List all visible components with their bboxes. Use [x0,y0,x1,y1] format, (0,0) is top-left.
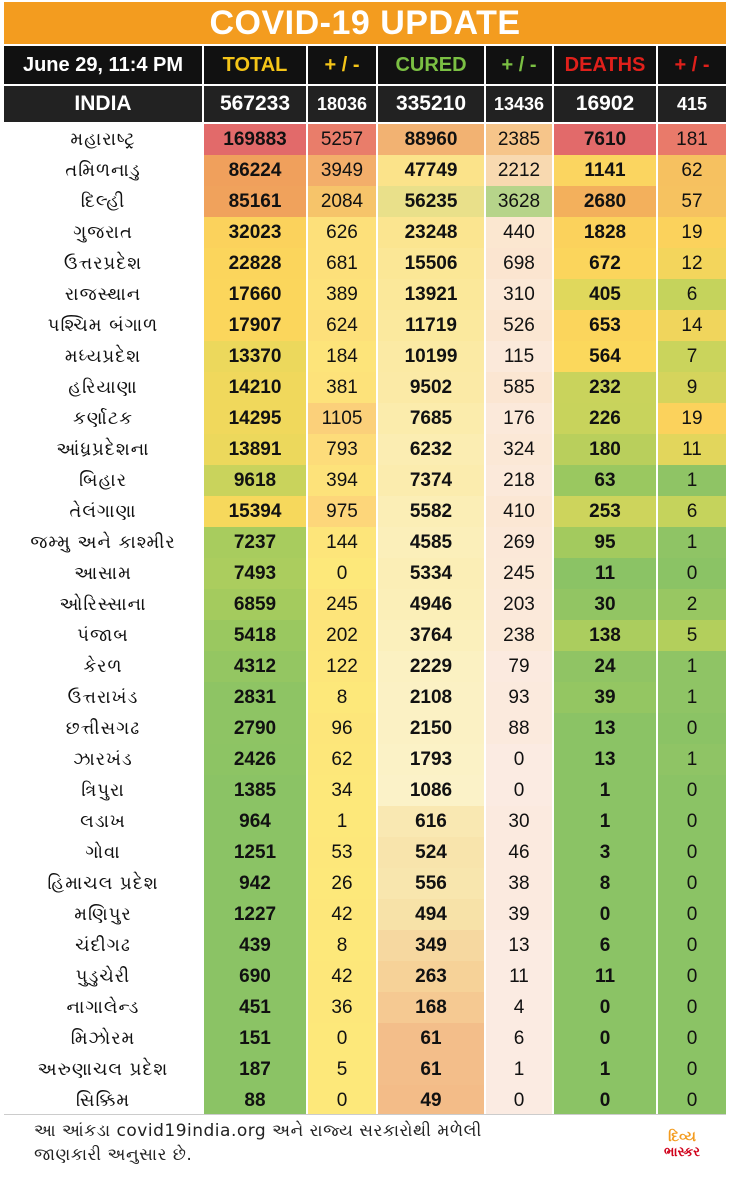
deaths-change-cell: 1 [658,527,726,558]
table-row [4,713,726,744]
total-change-cell: 624 [308,310,378,341]
cured-cell: 49 [378,1085,486,1116]
source-note [34,1119,482,1167]
total-cell: 86224 [204,155,308,186]
deaths-cell: 0 [554,1085,658,1116]
deaths-change-cell: 0 [658,868,726,899]
state-name: દિલ્હી [4,186,204,217]
cured-cell: 2150 [378,713,486,744]
state-name: ઉત્તરાખંડ [4,682,204,713]
footer [4,1114,726,1183]
cured-cell: 524 [378,837,486,868]
cured-change-cell: 13 [486,930,554,961]
state-name: હરિયાણા [4,372,204,403]
cured-cell: 1793 [378,744,486,775]
deaths-change-cell: 0 [658,1023,726,1054]
india-cured-change: 13436 [486,86,554,122]
cured-cell: 616 [378,806,486,837]
deaths-change-cell: 11 [658,434,726,465]
state-name: મહારાષ્ટ્ર [4,124,204,155]
cured-cell: 3764 [378,620,486,651]
state-name: તમિળનાડુ [4,155,204,186]
table-row [4,155,726,186]
cured-header: CURED [378,46,486,84]
total-change-cell: 0 [308,558,378,589]
cured-cell: 168 [378,992,486,1023]
cured-change-cell: 585 [486,372,554,403]
deaths-cell: 6 [554,930,658,961]
deaths-cell: 180 [554,434,658,465]
cured-cell: 15506 [378,248,486,279]
deaths-cell: 11 [554,558,658,589]
cured-change-cell: 1 [486,1054,554,1085]
total-change-cell: 3949 [308,155,378,186]
cured-cell: 2229 [378,651,486,682]
india-name: INDIA [4,86,204,122]
india-deaths: 16902 [554,86,658,122]
total-cell: 32023 [204,217,308,248]
total-change-cell: 0 [308,1023,378,1054]
deaths-change-cell: 1 [658,682,726,713]
total-change-header: + / - [308,46,378,84]
cured-cell: 4946 [378,589,486,620]
deaths-change-cell: 0 [658,1085,726,1116]
total-change-cell: 202 [308,620,378,651]
deaths-cell: 138 [554,620,658,651]
table-row [4,1023,726,1054]
state-name: હિમાચલ પ્રદેશ [4,868,204,899]
total-change-cell: 8 [308,930,378,961]
deaths-header: DEATHS [554,46,658,84]
total-cell: 1251 [204,837,308,868]
cured-change-cell: 93 [486,682,554,713]
state-name: ઉત્તરપ્રદેશ [4,248,204,279]
cured-change-cell: 245 [486,558,554,589]
total-cell: 964 [204,806,308,837]
total-change-cell: 42 [308,961,378,992]
total-cell: 88 [204,1085,308,1116]
india-row [4,86,726,122]
cured-change-cell: 526 [486,310,554,341]
table-row [4,372,726,403]
table-row [4,434,726,465]
deaths-change-cell: 0 [658,930,726,961]
total-change-cell: 96 [308,713,378,744]
deaths-cell: 232 [554,372,658,403]
total-cell: 2831 [204,682,308,713]
deaths-change-header: + / - [658,46,726,84]
cured-change-cell: 2212 [486,155,554,186]
cured-cell: 61 [378,1054,486,1085]
total-change-cell: 184 [308,341,378,372]
deaths-change-cell: 57 [658,186,726,217]
total-change-cell: 8 [308,682,378,713]
cured-cell: 6232 [378,434,486,465]
cured-change-cell: 2385 [486,124,554,155]
deaths-cell: 13 [554,744,658,775]
state-name: ગુજરાત [4,217,204,248]
india-total-change: 18036 [308,86,378,122]
table-row [4,403,726,434]
cured-change-cell: 698 [486,248,554,279]
table-row [4,806,726,837]
deaths-cell: 1141 [554,155,658,186]
deaths-change-cell: 19 [658,403,726,434]
state-name: ગોવા [4,837,204,868]
cured-cell: 5582 [378,496,486,527]
total-cell: 4312 [204,651,308,682]
table-row [4,217,726,248]
cured-change-cell: 0 [486,744,554,775]
total-cell: 151 [204,1023,308,1054]
table-row [4,682,726,713]
deaths-change-cell: 0 [658,961,726,992]
total-cell: 169883 [204,124,308,155]
total-change-cell: 2084 [308,186,378,217]
deaths-change-cell: 1 [658,651,726,682]
cured-cell: 13921 [378,279,486,310]
total-change-cell: 381 [308,372,378,403]
cured-change-cell: 115 [486,341,554,372]
total-cell: 22828 [204,248,308,279]
table-row [4,899,726,930]
cured-change-cell: 4 [486,992,554,1023]
deaths-cell: 63 [554,465,658,496]
cured-change-cell: 88 [486,713,554,744]
total-change-cell: 975 [308,496,378,527]
deaths-cell: 253 [554,496,658,527]
state-name: ઝારખંડ [4,744,204,775]
deaths-cell: 3 [554,837,658,868]
table-row [4,1054,726,1085]
cured-change-cell: 30 [486,806,554,837]
cured-change-cell: 0 [486,1085,554,1116]
total-change-cell: 144 [308,527,378,558]
deaths-cell: 1 [554,775,658,806]
deaths-cell: 1 [554,1054,658,1085]
state-name: આંધ્રપ્રદેશના [4,434,204,465]
total-change-cell: 0 [308,1085,378,1116]
deaths-change-cell: 0 [658,558,726,589]
deaths-cell: 11 [554,961,658,992]
table-row [4,930,726,961]
state-name: મણિપુર [4,899,204,930]
state-name: કેરળ [4,651,204,682]
cured-change-cell: 218 [486,465,554,496]
table-row [4,527,726,558]
source-note-line2: જાણકારી અનુસાર છે. [34,1145,193,1165]
state-name: મધ્યપ્રદેશ [4,341,204,372]
cured-change-cell: 310 [486,279,554,310]
deaths-cell: 24 [554,651,658,682]
deaths-change-cell: 1 [658,744,726,775]
total-cell: 17907 [204,310,308,341]
table-row [4,279,726,310]
state-name: પંજાબ [4,620,204,651]
table-row [4,837,726,868]
cured-change-header: + / - [486,46,554,84]
page-title: COVID-19 UPDATE [4,2,726,44]
state-name: તેલંગાણા [4,496,204,527]
total-cell: 187 [204,1054,308,1085]
cured-cell: 494 [378,899,486,930]
deaths-change-cell: 0 [658,992,726,1023]
total-cell: 15394 [204,496,308,527]
deaths-cell: 653 [554,310,658,341]
deaths-change-cell: 5 [658,620,726,651]
total-cell: 439 [204,930,308,961]
date-header: June 29, 11:4 PM [4,46,204,84]
total-cell: 5418 [204,620,308,651]
state-name: બિહાર [4,465,204,496]
state-name: અરુણાચલ પ્રદેશ [4,1054,204,1085]
total-change-cell: 5 [308,1054,378,1085]
state-name: ઓરિસ્સાના [4,589,204,620]
deaths-cell: 7610 [554,124,658,155]
total-cell: 6859 [204,589,308,620]
total-change-cell: 36 [308,992,378,1023]
cured-cell: 7374 [378,465,486,496]
deaths-change-cell: 2 [658,589,726,620]
cured-cell: 47749 [378,155,486,186]
state-name: મિઝોરમ [4,1023,204,1054]
deaths-cell: 0 [554,992,658,1023]
deaths-change-cell: 181 [658,124,726,155]
total-change-cell: 5257 [308,124,378,155]
total-cell: 2790 [204,713,308,744]
deaths-cell: 1 [554,806,658,837]
cured-cell: 88960 [378,124,486,155]
india-cured: 335210 [378,86,486,122]
total-change-cell: 394 [308,465,378,496]
cured-cell: 263 [378,961,486,992]
table-row [4,992,726,1023]
table-row [4,496,726,527]
table-row [4,186,726,217]
cured-cell: 1086 [378,775,486,806]
state-name: લડાખ [4,806,204,837]
cured-change-cell: 440 [486,217,554,248]
total-change-cell: 793 [308,434,378,465]
deaths-change-cell: 9 [658,372,726,403]
table-row [4,651,726,682]
total-cell: 85161 [204,186,308,217]
deaths-change-cell: 0 [658,713,726,744]
deaths-cell: 39 [554,682,658,713]
india-total: 567233 [204,86,308,122]
total-cell: 7237 [204,527,308,558]
deaths-cell: 405 [554,279,658,310]
total-change-cell: 389 [308,279,378,310]
deaths-change-cell: 62 [658,155,726,186]
state-name: પુડુચેરી [4,961,204,992]
total-cell: 690 [204,961,308,992]
cured-change-cell: 3628 [486,186,554,217]
table-row [4,589,726,620]
deaths-cell: 672 [554,248,658,279]
total-cell: 13370 [204,341,308,372]
deaths-cell: 13 [554,713,658,744]
cured-change-cell: 46 [486,837,554,868]
total-change-cell: 681 [308,248,378,279]
cured-change-cell: 324 [486,434,554,465]
state-name: આસામ [4,558,204,589]
table-row [4,868,726,899]
total-change-cell: 34 [308,775,378,806]
table-row [4,341,726,372]
state-name: રાજસ્થાન [4,279,204,310]
total-change-cell: 26 [308,868,378,899]
cured-change-cell: 203 [486,589,554,620]
deaths-change-cell: 0 [658,837,726,868]
table-row [4,775,726,806]
cured-change-cell: 410 [486,496,554,527]
cured-cell: 56235 [378,186,486,217]
total-cell: 14295 [204,403,308,434]
deaths-cell: 8 [554,868,658,899]
total-cell: 2426 [204,744,308,775]
deaths-change-cell: 14 [658,310,726,341]
table-row [4,1085,726,1116]
deaths-change-cell: 0 [658,1054,726,1085]
state-name: ત્રિપુરા [4,775,204,806]
deaths-cell: 2680 [554,186,658,217]
cured-change-cell: 176 [486,403,554,434]
state-name: નાગાલેન્ડ [4,992,204,1023]
state-name: ચંદીગઢ [4,930,204,961]
logo-line1: દિવ્ય [668,1129,696,1145]
state-name: પશ્ચિમ બંગાળ [4,310,204,341]
deaths-change-cell: 0 [658,899,726,930]
total-cell: 451 [204,992,308,1023]
state-name: સિક્કિમ [4,1085,204,1116]
cured-change-cell: 6 [486,1023,554,1054]
total-change-cell: 245 [308,589,378,620]
total-change-cell: 626 [308,217,378,248]
cured-change-cell: 39 [486,899,554,930]
cured-cell: 556 [378,868,486,899]
cured-cell: 61 [378,1023,486,1054]
total-change-cell: 62 [308,744,378,775]
cured-change-cell: 238 [486,620,554,651]
deaths-cell: 0 [554,899,658,930]
table-row [4,124,726,155]
total-cell: 1227 [204,899,308,930]
source-note-line1: આ આંકડા covid19india.org અને રાજ્ય સરકારોથી મળેલી [34,1121,482,1141]
cured-cell: 10199 [378,341,486,372]
cured-change-cell: 269 [486,527,554,558]
cured-change-cell: 38 [486,868,554,899]
table-row [4,620,726,651]
deaths-change-cell: 6 [658,496,726,527]
cured-cell: 5334 [378,558,486,589]
table-row [4,465,726,496]
logo-line2: ભાસ્કર [664,1145,700,1160]
total-change-cell: 53 [308,837,378,868]
deaths-cell: 226 [554,403,658,434]
cured-cell: 9502 [378,372,486,403]
table-row [4,961,726,992]
table-row [4,310,726,341]
state-name: છત્તીસગઢ [4,713,204,744]
table-row [4,558,726,589]
total-change-cell: 1 [308,806,378,837]
cured-change-cell: 11 [486,961,554,992]
table-row [4,248,726,279]
deaths-cell: 1828 [554,217,658,248]
total-cell: 7493 [204,558,308,589]
table-header [4,46,726,84]
india-deaths-change: 415 [658,86,726,122]
cured-change-cell: 79 [486,651,554,682]
total-cell: 17660 [204,279,308,310]
deaths-cell: 0 [554,1023,658,1054]
table-row [4,744,726,775]
deaths-change-cell: 0 [658,806,726,837]
total-cell: 9618 [204,465,308,496]
deaths-change-cell: 7 [658,341,726,372]
total-cell: 942 [204,868,308,899]
state-name: જમ્મુ અને કાશ્મીર [4,527,204,558]
total-header: TOTAL [204,46,308,84]
deaths-change-cell: 1 [658,465,726,496]
cured-cell: 7685 [378,403,486,434]
cured-change-cell: 0 [486,775,554,806]
cured-cell: 2108 [378,682,486,713]
total-change-cell: 1105 [308,403,378,434]
deaths-change-cell: 6 [658,279,726,310]
deaths-change-cell: 0 [658,775,726,806]
cured-cell: 11719 [378,310,486,341]
state-name: કર્ણાટક [4,403,204,434]
total-change-cell: 42 [308,899,378,930]
deaths-cell: 564 [554,341,658,372]
divya-bhaskar-logo [652,1129,712,1161]
deaths-cell: 30 [554,589,658,620]
deaths-cell: 95 [554,527,658,558]
cured-cell: 349 [378,930,486,961]
total-cell: 1385 [204,775,308,806]
deaths-change-cell: 12 [658,248,726,279]
total-cell: 14210 [204,372,308,403]
cured-cell: 4585 [378,527,486,558]
total-cell: 13891 [204,434,308,465]
deaths-change-cell: 19 [658,217,726,248]
cured-cell: 23248 [378,217,486,248]
total-change-cell: 122 [308,651,378,682]
